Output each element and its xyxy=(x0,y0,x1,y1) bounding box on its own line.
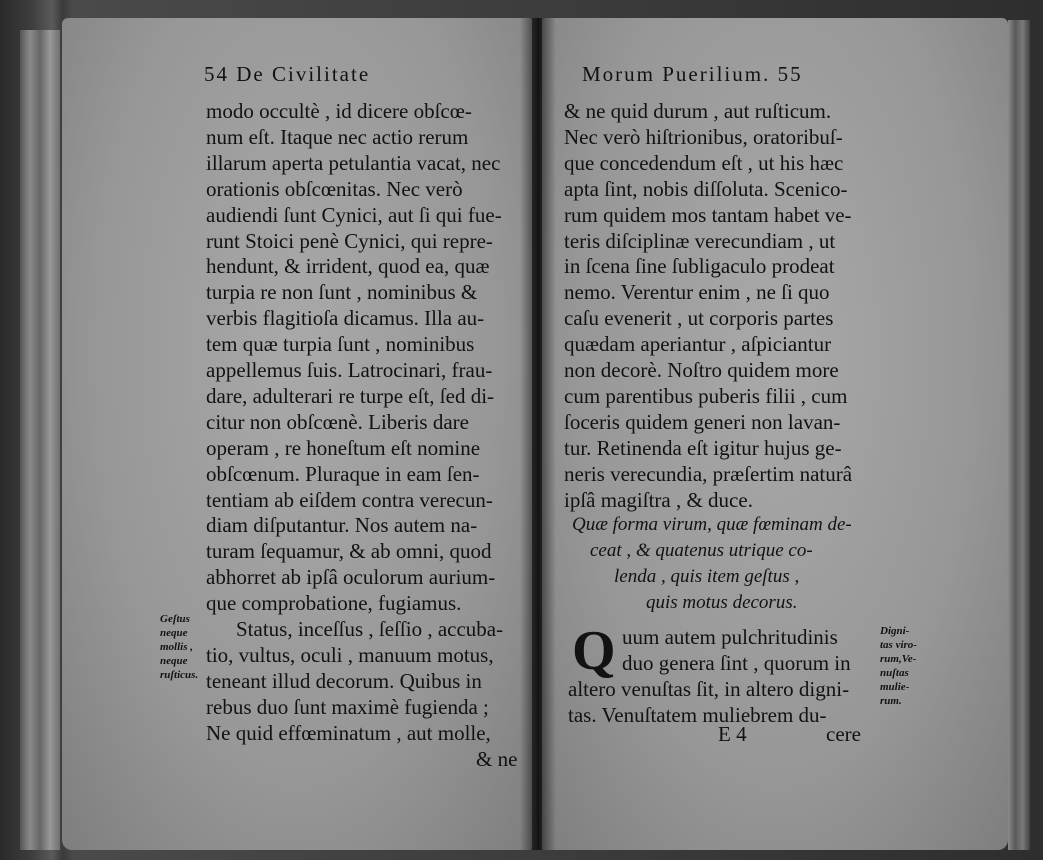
margin-note-line: rum,Ve- xyxy=(880,653,917,665)
text-line: obſcœnum. Pluraque in eam ſen- xyxy=(206,461,480,486)
text-line: & ne quid durum , aut ruſticum. xyxy=(564,99,832,123)
text-line: ipſâ magiſtra , & duce. xyxy=(564,487,753,512)
text-line: uum autem pulchritudinis xyxy=(622,625,838,649)
right-page-edges xyxy=(1008,20,1030,850)
text-line: cum parentibus puberis filii , cum xyxy=(564,383,848,408)
text-line: teris diſciplinæ verecundiam , ut xyxy=(564,228,836,253)
margin-note-line: rum. xyxy=(880,695,902,707)
left-page xyxy=(62,18,532,850)
section-heading-line: Quæ forma virum, quæ fœminam de- xyxy=(572,514,852,535)
text-line: apta ſint, nobis diſſoluta. Scenico- xyxy=(564,176,848,201)
section-heading-line: quis motus decorus. xyxy=(646,592,798,613)
text-line: quædam aperiantur , aſpiciantur xyxy=(564,332,832,357)
text-line: Ne quid effœminatum , aut molle, xyxy=(206,720,491,745)
margin-note-line: tas viro- xyxy=(880,639,917,651)
margin-note-right xyxy=(880,624,917,708)
drop-cap: Q xyxy=(572,620,616,682)
margin-note-line: ruſticus. xyxy=(160,669,199,681)
text-line: appellemus ſuis. Latrocinari, frau- xyxy=(206,358,493,382)
book-gutter xyxy=(520,18,556,850)
text-line: tem quæ turpia ſunt , nominibus xyxy=(206,332,475,357)
text-line: diam diſputantur. Nos autem na- xyxy=(206,513,478,538)
margin-note-left xyxy=(160,612,198,682)
left-page-edges xyxy=(20,30,60,850)
page-header-right: Morum Puerilium. 55 xyxy=(582,62,803,86)
text-line: turam ſequamur, & ab omni, quod xyxy=(206,539,492,564)
text-line: audiendi ſunt Cynici, aut ſi qui fue- xyxy=(206,202,502,227)
text-line: & ne xyxy=(476,746,518,771)
text-line: tas. Venuſtatem muliebrem du- xyxy=(568,703,827,727)
text-line: dare, adulterari re turpe eſt, ſed di- xyxy=(206,383,495,408)
text-line: ſoceris quidem generi non lavan- xyxy=(564,409,841,434)
text-line: runt Stoici penè Cynici, qui repre- xyxy=(206,228,493,253)
text-line: modo occultè , id dicere obſcœ- xyxy=(206,99,472,123)
text-line: altero venuſtas ſit, in altero digni- xyxy=(568,677,850,701)
text-line: num eſt. Itaque nec actio rerum xyxy=(206,124,469,149)
text-line: verbis flagitioſa dicamus. Illa au- xyxy=(206,306,485,331)
section-heading-line: lenda , quis item geſtus , xyxy=(614,566,800,587)
text-line: duo genera ſint , quorum in xyxy=(622,651,851,675)
text-line: turpia re non ſunt , nominibus & xyxy=(206,280,478,305)
text-line: neris verecundia, præſertim naturâ xyxy=(564,461,853,486)
text-line: tentiam ab eiſdem contra verecun- xyxy=(206,487,493,512)
text-line: non decorè. Noſtro quidem more xyxy=(564,358,839,382)
text-line: operam , re honeſtum eſt nomine xyxy=(206,435,481,460)
margin-note-line: mulie- xyxy=(880,681,910,693)
catchword: cere xyxy=(826,722,861,746)
text-line: rebus duo ſunt maximè fugienda ; xyxy=(206,694,489,719)
margin-note-line: Digni- xyxy=(880,625,910,637)
text-line: abhorret ab ipſâ oculorum aurium- xyxy=(206,565,496,590)
signature-mark: E 4 xyxy=(718,722,747,746)
margin-note-line: neque xyxy=(160,655,188,667)
text-line: in ſcena ſine ſubligaculo prodeat xyxy=(564,254,835,279)
text-line: Nec verò hiſtrionibus, oratoribuſ- xyxy=(564,124,843,149)
text-line: hendunt, & irrident, quod ea, quæ xyxy=(206,254,490,279)
text-line: tio, vultus, oculi , manuum motus, xyxy=(206,642,494,667)
margin-note-line: nuſtas xyxy=(880,667,909,679)
text-line: illarum aperta petulantia vacat, nec xyxy=(206,150,501,175)
text-line: que concedendum eſt , ut his hæc xyxy=(564,150,844,175)
text-line: caſu evenerit , ut corporis partes xyxy=(564,306,834,331)
text-line: orationis obſcœnitas. Nec verò xyxy=(206,176,463,201)
right-page xyxy=(542,18,1008,850)
margin-note-line: mollis , xyxy=(160,641,194,653)
section-heading-line: ceat , & quatenus utrique co- xyxy=(590,540,813,561)
text-line: tur. Retinenda eſt igitur hujus ge- xyxy=(564,435,842,460)
margin-note-line: neque xyxy=(160,627,188,639)
text-line: rum quidem mos tantam habet ve- xyxy=(564,202,852,227)
text-line: que comprobatione, fugiamus. xyxy=(206,591,462,616)
page-header-left: 54 De Civilitate xyxy=(204,62,371,86)
text-line: Status, inceſſus , ſeſſio , accuba- xyxy=(236,617,504,641)
text-line: teneant illud decorum. Quibus in xyxy=(206,668,482,693)
text-line: nemo. Verentur enim , ne ſi quo xyxy=(564,280,830,305)
margin-note-line: Geſtus xyxy=(160,613,190,625)
text-line: citur non obſcœnè. Liberis dare xyxy=(206,409,469,434)
